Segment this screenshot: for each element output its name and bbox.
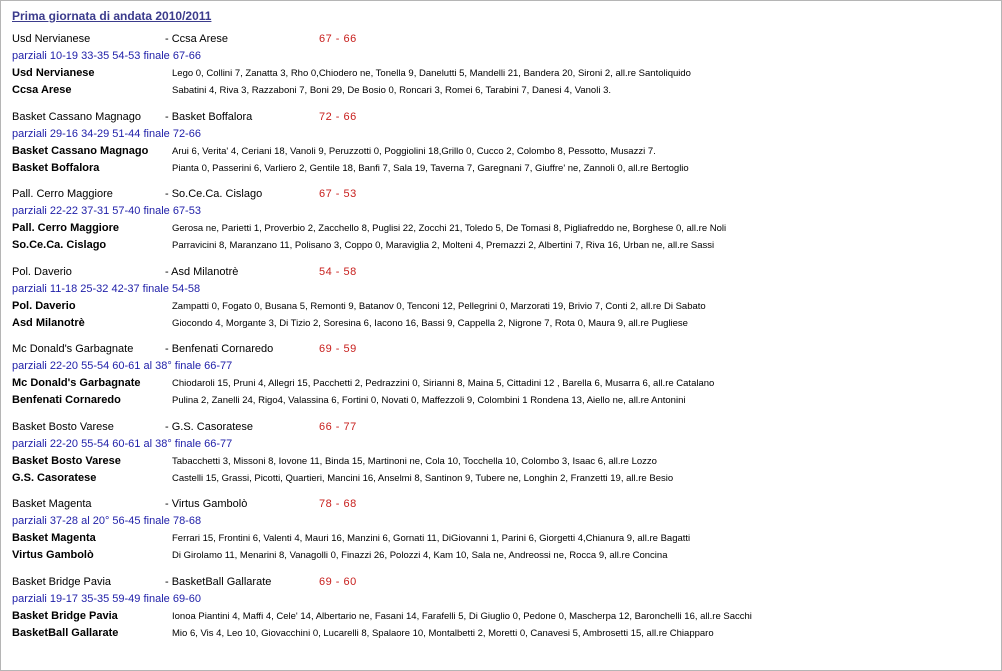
team-name-2: BasketBall Gallarate	[12, 627, 119, 639]
players-list-1: Chiodaroli 15, Pruni 4, Allegri 15, Pacchetti 2, Pedrazzini 0, Sirianni 8, Maina 5, Cittadini 12 , Barella 6, Musarra 6, all.re Catalano	[172, 378, 715, 389]
players-list-2: Castelli 15, Grassi, Picotti, Quartieri, Mancini 16, Anselmi 8, Santinon 9, Tubere ne, Longhin 2, Franzetti 19, all.re Besio	[172, 473, 674, 484]
team-name-2: G.S. Casoratese	[12, 472, 97, 484]
players-list-1: Lego 0, Collini 7, Zanatta 3, Rho 0,Chiodero ne, Tonella 9, Danelutti 5, Mandelli 21, Bandera 20, Sironi 2, all.re Santoliquido	[172, 68, 691, 79]
home-team: Usd Nervianese	[12, 33, 91, 45]
game-block	[12, 498, 992, 570]
game-block	[12, 111, 992, 183]
home-team: Basket Bridge Pavia	[12, 576, 112, 588]
team-name-1: Basket Bridge Pavia	[12, 610, 118, 622]
away-team: - G.S. Casoratese	[165, 421, 254, 433]
game-block	[12, 343, 992, 415]
home-team: Basket Bosto Varese	[12, 421, 114, 433]
partial-scores: parziali 19-17 35-35 59-49 finale 69-60	[12, 593, 201, 605]
game-block	[12, 33, 992, 105]
game-block	[12, 576, 992, 648]
players-list-2: Di Girolamo 11, Menarini 8, Vanagolli 0, Finazzi 26, Polozzi 4, Kam 10, Sala ne, Andreossi ne, Rocca 9, all.re Concina	[172, 550, 668, 561]
home-team: Basket Cassano Magnago	[12, 111, 142, 123]
players-list-1: Gerosa ne, Parietti 1, Proverbio 2, Zacchello 8, Puglisi 22, Zocchi 21, Toledo 5, De Tomasi 8, Pigliafreddo ne, Borghese 0, all.re Noli	[172, 223, 727, 234]
away-team: - Virtus Gambolò	[165, 498, 248, 510]
team-name-2: Benfenati Cornaredo	[12, 394, 121, 406]
team-name-1: Basket Cassano Magnago	[12, 145, 149, 157]
players-list-1: Tabacchetti 3, Missoni 8, Iovone 11, Binda 15, Martinoni ne, Cola 10, Tocchella 10, Colombo 3, Isaac 6, all.re Lozzo	[172, 456, 657, 467]
team-name-1: Pall. Cerro Maggiore	[12, 222, 119, 234]
home-team: Pol. Daverio	[12, 266, 72, 278]
partial-scores: parziali 37-28 al 20° 56-45 finale 78-68	[12, 515, 202, 527]
players-list-1: Zampatti 0, Fogato 0, Busana 5, Remonti 9, Batanov 0, Tenconi 12, Pellegrini 0, Marzorati 19, Brivio 7, Conti 2, all.re Di Sabato	[172, 301, 706, 312]
partial-scores: parziali 22-22 37-31 57-40 finale 67-53	[12, 205, 201, 217]
team-name-1: Pol. Daverio	[12, 300, 76, 312]
partial-scores: parziali 11-18 25-32 42-37 finale 54-58	[12, 283, 201, 295]
game-block	[12, 188, 992, 260]
away-team: - So.Ce.Ca. Cislago	[165, 188, 263, 200]
players-list-1: Arui 6, Verita' 4, Ceriani 18, Vanoli 9, Peruzzotti 0, Poggiolini 18,Grillo 0, Cucco 2, Colombo 8, Pessotto, Musazzi 7.	[172, 146, 656, 157]
players-list-1: Ferrari 15, Frontini 6, Valenti 4, Mauri 16, Manzini 6, Gornati 11, DiGiovanni 1, Parini 6, Giorgetti 4,Chianura 9, all.re Bagatti	[172, 533, 691, 544]
players-list-1: Ionoa Piantini 4, Maffi 4, Cele' 14, Albertario ne, Fasani 14, Farafelli 5, Di Giuglio 0, Pedone 0, Mascherpa 12, Baronchelli 16, all.re Sacchi	[172, 611, 752, 622]
team-name-2: So.Ce.Ca. Cislago	[12, 239, 107, 251]
team-name-1: Basket Magenta	[12, 532, 96, 544]
team-name-2: Basket Boffalora	[12, 162, 100, 174]
away-team: - Asd Milanotrè	[165, 266, 239, 278]
final-score: 78 - 68	[319, 498, 357, 510]
players-list-2: Sabatini 4, Riva 3, Razzaboni 7, Boni 29, De Bosio 0, Roncari 3, Romei 6, Tarabini 7, Danesi 4, Vanoli 3.	[172, 85, 612, 96]
players-list-2: Parravicini 8, Maranzano 11, Polisano 3, Coppo 0, Maraviglia 2, Molteni 4, Premazzi 2, Albertini 7, Riva 16, Urban ne, all.re Sassi	[172, 240, 715, 251]
away-team: - BasketBall Gallarate	[165, 576, 272, 588]
team-name-1: Basket Bosto Varese	[12, 455, 121, 467]
partial-scores: parziali 29-16 34-29 51-44 finale 72-66	[12, 128, 201, 140]
team-name-1: Usd Nervianese	[12, 67, 95, 79]
players-list-2: Pianta 0, Passerini 6, Varliero 2, Gentile 18, Banfi 7, Sala 19, Taverna 7, Garegnani 7, Giuffre' ne, Zannoli 0, all.re Bertoglio	[172, 163, 689, 174]
players-list-2: Mio 6, Vis 4, Leo 10, Giovacchini 0, Lucarelli 8, Spalaore 10, Montalbetti 2, Moretti 0, Canavesi 5, Ambrosetti 15, all.re Chiapparo	[172, 628, 714, 639]
home-team: Mc Donald's Garbagnate	[12, 343, 134, 355]
home-team: Basket Magenta	[12, 498, 92, 510]
final-score: 69 - 59	[319, 343, 357, 355]
team-name-2: Ccsa Arese	[12, 84, 72, 96]
partial-scores: parziali 22-20 55-54 60-61 al 38° finale 66-77	[12, 360, 233, 372]
home-team: Pall. Cerro Maggiore	[12, 188, 113, 200]
final-score: 67 - 66	[319, 33, 357, 45]
team-name-2: Asd Milanotrè	[12, 317, 85, 329]
away-team: - Basket Boffalora	[165, 111, 253, 123]
final-score: 72 - 66	[319, 111, 357, 123]
game-block	[12, 266, 992, 338]
away-team: - Ccsa Arese	[165, 33, 228, 45]
partial-scores: parziali 22-20 55-54 60-61 al 38° finale 66-77	[12, 438, 233, 450]
final-score: 54 - 58	[319, 266, 357, 278]
away-team: - Benfenati Cornaredo	[165, 343, 274, 355]
page-title[interactable]: Prima giornata di andata 2010/2011	[12, 9, 212, 23]
final-score: 67 - 53	[319, 188, 357, 200]
final-score: 66 - 77	[319, 421, 357, 433]
team-name-1: Mc Donald's Garbagnate	[12, 377, 141, 389]
team-name-2: Virtus Gambolò	[12, 549, 94, 561]
players-list-2: Giocondo 4, Morgante 3, Di Tizio 2, Soresina 6, Iacono 16, Bassi 9, Cappella 2, Nigrone 7, Rota 0, Maura 9, all.re Pugliese	[172, 318, 688, 329]
players-list-2: Pulina 2, Zanelli 24, Rigo4, Valassina 6, Fortini 0, Novati 0, Maffezzoli 9, Colombini 1 Rondena 13, Aiello ne, all.re Antonini	[172, 395, 686, 406]
partial-scores: parziali 10-19 33-35 54-53 finale 67-66	[12, 50, 201, 62]
final-score: 69 - 60	[319, 576, 357, 588]
game-block	[12, 421, 992, 493]
